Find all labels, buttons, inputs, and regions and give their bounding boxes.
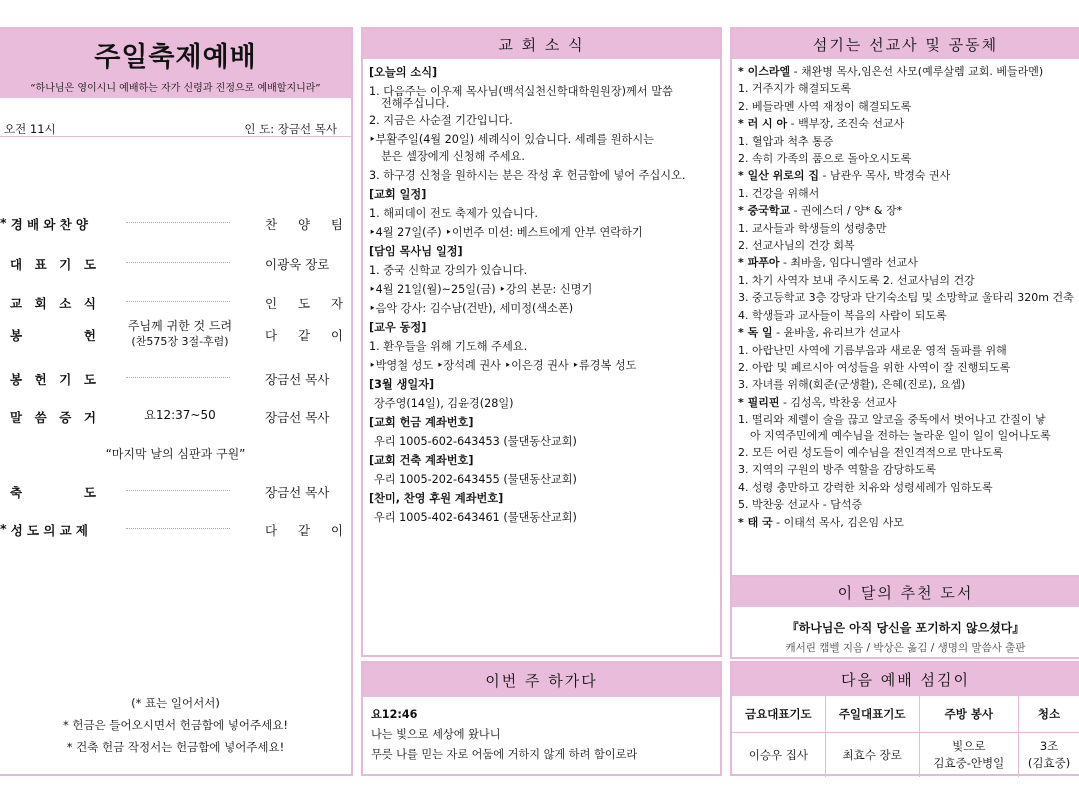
order-row [0,213,351,233]
church-news-header: 교 회 소 식 [363,29,720,59]
mission-header: 섬기는 선교사 및 공동체 [732,29,1079,59]
news-sched-1a: ‣4월 27일(주) ‣이번주 미션: 베스트에게 안부 연락하기 [369,226,643,239]
news-sched-title: [교회 일정] [369,188,427,201]
servers-cell: 최효수 장로 [825,733,919,778]
page-title: 주일축제예배 [94,42,257,73]
mission-item: 1. 교사들과 학생들의 성령충만 [738,221,887,235]
service-leader: 인 도: 장금선 목사 [244,122,337,136]
servers-col-header: 금요대표기도 [732,696,825,733]
servers-col-header: 주방 봉사 [919,696,1018,733]
mission-item: 3. 중고등학교 3층 강당과 단기숙소팀 및 소망학교 울타리 320m 건축 [738,291,1074,305]
mission-list [732,59,1079,531]
servers-cell: 이승우 집사 [732,733,825,778]
news-today-title: [오늘의 소식] [369,66,438,79]
news-acct3: 우리 1005-402-643461 (물댄동산교회) [374,511,577,524]
mission-item: 1. 거주지가 해결되도록 [738,82,852,96]
dotted-leader [126,490,230,491]
servers-col-header: 주일대표기도 [825,696,919,733]
servers-table [732,696,1079,777]
mission-item: 1. 혈압과 척추 통증 [738,134,834,148]
news-members-1a: ‣박영철 성도 ‣장석례 권사 ‣이은경 권사 ‣류경복 성도 [369,359,637,372]
news-pastor-1b: ‣음악 강사: 김수남(건반), 세미정(색소폰) [369,302,574,315]
dotted-leader [126,528,230,529]
order-item-detail: 주님께 귀한 것 드려 (찬575장 3절-후렴) [127,319,233,348]
order-item-detail: 요12:37~50 [144,408,216,422]
mission-heading: * 일산 위로의 집 - 남관우 목사, 박경숙 권사 [738,169,951,183]
news-acct1: 우리 1005-602-643453 (물댄동산교회) [374,435,577,448]
mission-item: 2. 모든 어린 성도들이 예수님을 전인격적으로 만나도록 [738,445,1004,459]
mission-panel [730,27,1079,589]
mission-item: 1. 떨리와 제렐이 술을 끊고 알코올 중독에서 벗어나고 간질이 낳 [738,413,1046,427]
order-item-label: * 성 도 의 교 제 [0,521,88,538]
mission-item: 2. 속히 가족의 품으로 돌아오시도록 [738,152,912,166]
mission-item: 4. 학생들과 교사들이 복음의 사람이 되도록 [738,308,947,322]
book-panel [730,575,1079,659]
order-item-label: 말 씀 증 거 [10,410,96,425]
mission-heading: * 필리핀 - 김성옥, 박찬웅 선교사 [738,395,897,409]
dotted-leader [126,301,230,302]
order-row [0,519,351,539]
order-row [0,368,351,388]
order-item-person: 장금선 목사 [265,485,330,500]
news-pastor-title: [담임 목사님 일정] [369,245,463,258]
book-header: 이 달의 추천 도서 [732,577,1079,607]
hagada-ref: 요12:46 [371,708,418,721]
sermon-title: “마지막 날의 심판과 구원” [105,447,246,461]
mission-item: 5. 박찬웅 선교사 - 담석증 [738,498,863,512]
order-item-label: 봉 헌 기 도 [10,372,96,387]
servers-cell: 3조 (김효중) [1027,739,1071,770]
hagada-body [363,697,720,773]
worship-title-banner [0,29,351,98]
hagada-line-2: 무릇 나를 믿는 자로 어둠에 거하지 않게 하려 함이로라 [371,748,638,761]
next-servers-header: 다음 예배 섬김이 [732,663,1079,696]
order-item-person: 다 같 이 [265,523,343,538]
servers-col-header: 청소 [1019,696,1079,733]
dotted-leader [126,262,230,263]
order-row [0,406,351,426]
footer-note1: (* 표는 일어서서) [131,696,220,710]
church-news-body [363,59,720,527]
order-row [0,319,351,348]
mission-heading: * 파푸아 - 최바울, 임다니엘라 선교사 [738,256,918,270]
dotted-leader [126,222,230,223]
news-pastor-1: 1. 중국 신학교 강의가 있습니다. [369,264,528,277]
mission-item: 2. 아랍 및 페르시아 여성들을 위한 사역이 잘 진행되도록 [738,360,1011,374]
news-members-1: 1. 환우들을 위해 기도해 주세요. [369,340,528,353]
order-row [0,253,351,273]
mission-item: 3. 지역의 구원의 방주 역할을 감당하도록 [738,463,936,477]
order-item-label: * 경 배 와 찬 양 [0,215,88,232]
news-sched-1: 1. 해피데이 전도 축제가 있습니다. [369,207,538,220]
order-item-label: 축 도 [10,485,96,500]
mission-heading: * 독 일 - 윤바울, 유리브가 선교사 [738,326,901,340]
book-title: 『하나님은 아직 당신을 포기하지 않으셨다』 [786,621,1025,635]
news-today-2a: ‣부활주일(4월 20일) 세례식이 있습니다. 세례를 원하시는 [369,133,654,146]
news-acct1-title: [교회 헌금 계좌번호] [369,416,474,429]
hagada-panel [361,661,722,776]
news-bday: 장주영(14일), 김윤경(28일) [374,397,514,410]
order-row [0,292,351,312]
time-bar [0,120,351,137]
news-pastor-1a: ‣4월 21일(월)~25일(금) ‣강의 본문: 신명기 [369,283,593,296]
worship-subtitle: “하나님은 영이시니 예배하는 자가 신령과 진정으로 예배할지니라” [30,83,321,94]
mission-item: 아 지역주민에게 예수님을 전하는 놀라운 일이 일이 일어나도록 [750,428,1051,442]
service-time: 오전 11시 [4,122,56,136]
order-item-label: 교 회 소 식 [10,296,96,311]
order-item-person: 이광욱 장로 [265,257,330,272]
news-bday-title: [3월 생일자] [369,378,435,391]
mission-heading: * 중국학교 - 권에스더 / 양* & 장* [738,204,903,218]
mission-heading: * 태 국 - 이태석 목사, 김은임 사모 [738,515,904,529]
mission-item: 1. 아랍난민 사역에 기름부음과 새로운 영적 돌파를 위해 [738,343,1007,357]
news-acct2-title: [교회 건축 계좌번호] [369,454,474,467]
book-author: 캐서린 캠벨 지음 / 박상은 옮김 / 생명의 말씀사 출판 [785,642,1026,654]
footer-note2: * 헌금은 들어오시면서 헌금함에 넣어주세요! [63,718,288,732]
mission-item: 2. 베들라멘 사역 재정이 해결되도록 [738,99,912,113]
church-news-panel [361,27,722,657]
news-acct2: 우리 1005-202-643455 (물댄동산교회) [374,473,577,486]
order-row [0,481,351,501]
dotted-leader [126,377,230,378]
mission-item: 4. 성령 충만하고 강력한 치유와 성령세례가 임하도록 [738,480,993,494]
mission-item: 2. 선교사님의 건강 회복 [738,239,855,253]
news-today-3: 3. 하구경 신청을 원하시는 분은 작성 후 헌금함에 넣어 주십시오. [369,169,686,182]
order-item-label: 대 표 기 도 [10,257,96,272]
news-today-2b: 분은 셀장에게 신청해 주세요. [381,150,525,163]
mission-heading: * 이스라엘 - 채완병 목사,임은선 사모(예루살렘 교회. 베들라멘) [738,65,1044,78]
servers-cell: 빛으로 김효중-안병일 [919,733,1018,778]
news-today-1: 1. 다음주는 이우제 목사님(백석실천신학대학원원장)께서 말씀 [369,85,673,98]
next-servers-panel [730,661,1079,776]
news-today-2: 2. 지금은 사순절 기간입니다. [369,114,513,127]
hagada-line-1: 나는 빛으로 세상에 왔나니 [371,728,501,741]
news-today-1b: 전해주십니다. [381,97,450,110]
footer-note3: * 건축 헌금 작정서는 헌금함에 넣어주세요! [66,740,285,754]
order-item-person: 장금선 목사 [265,372,330,387]
order-item-person: 다 같 이 [265,328,343,343]
order-item-person: 장금선 목사 [265,410,330,425]
order-item-label: 봉 헌 [10,328,96,343]
order-item-person: 찬 양 팀 [265,217,343,232]
hagada-header: 이번 주 하가다 [363,663,720,697]
mission-item: 1. 건강을 위해서 [738,186,820,200]
order-item-person: 인 도 자 [265,296,343,311]
news-members-title: [교우 동정] [369,321,427,334]
mission-heading: * 러 시 아 - 백부장, 조진숙 선교사 [738,117,905,131]
worship-order-panel [0,27,353,776]
news-acct3-title: [찬미, 찬영 후원 계좌번호] [369,492,504,505]
mission-item: 1. 차기 사역자 보내 주시도록 2. 선교사님의 건강 [738,273,975,287]
mission-item: 3. 자녀를 위해(회준(군생활), 은혜(진로), 요셉) [738,378,966,392]
